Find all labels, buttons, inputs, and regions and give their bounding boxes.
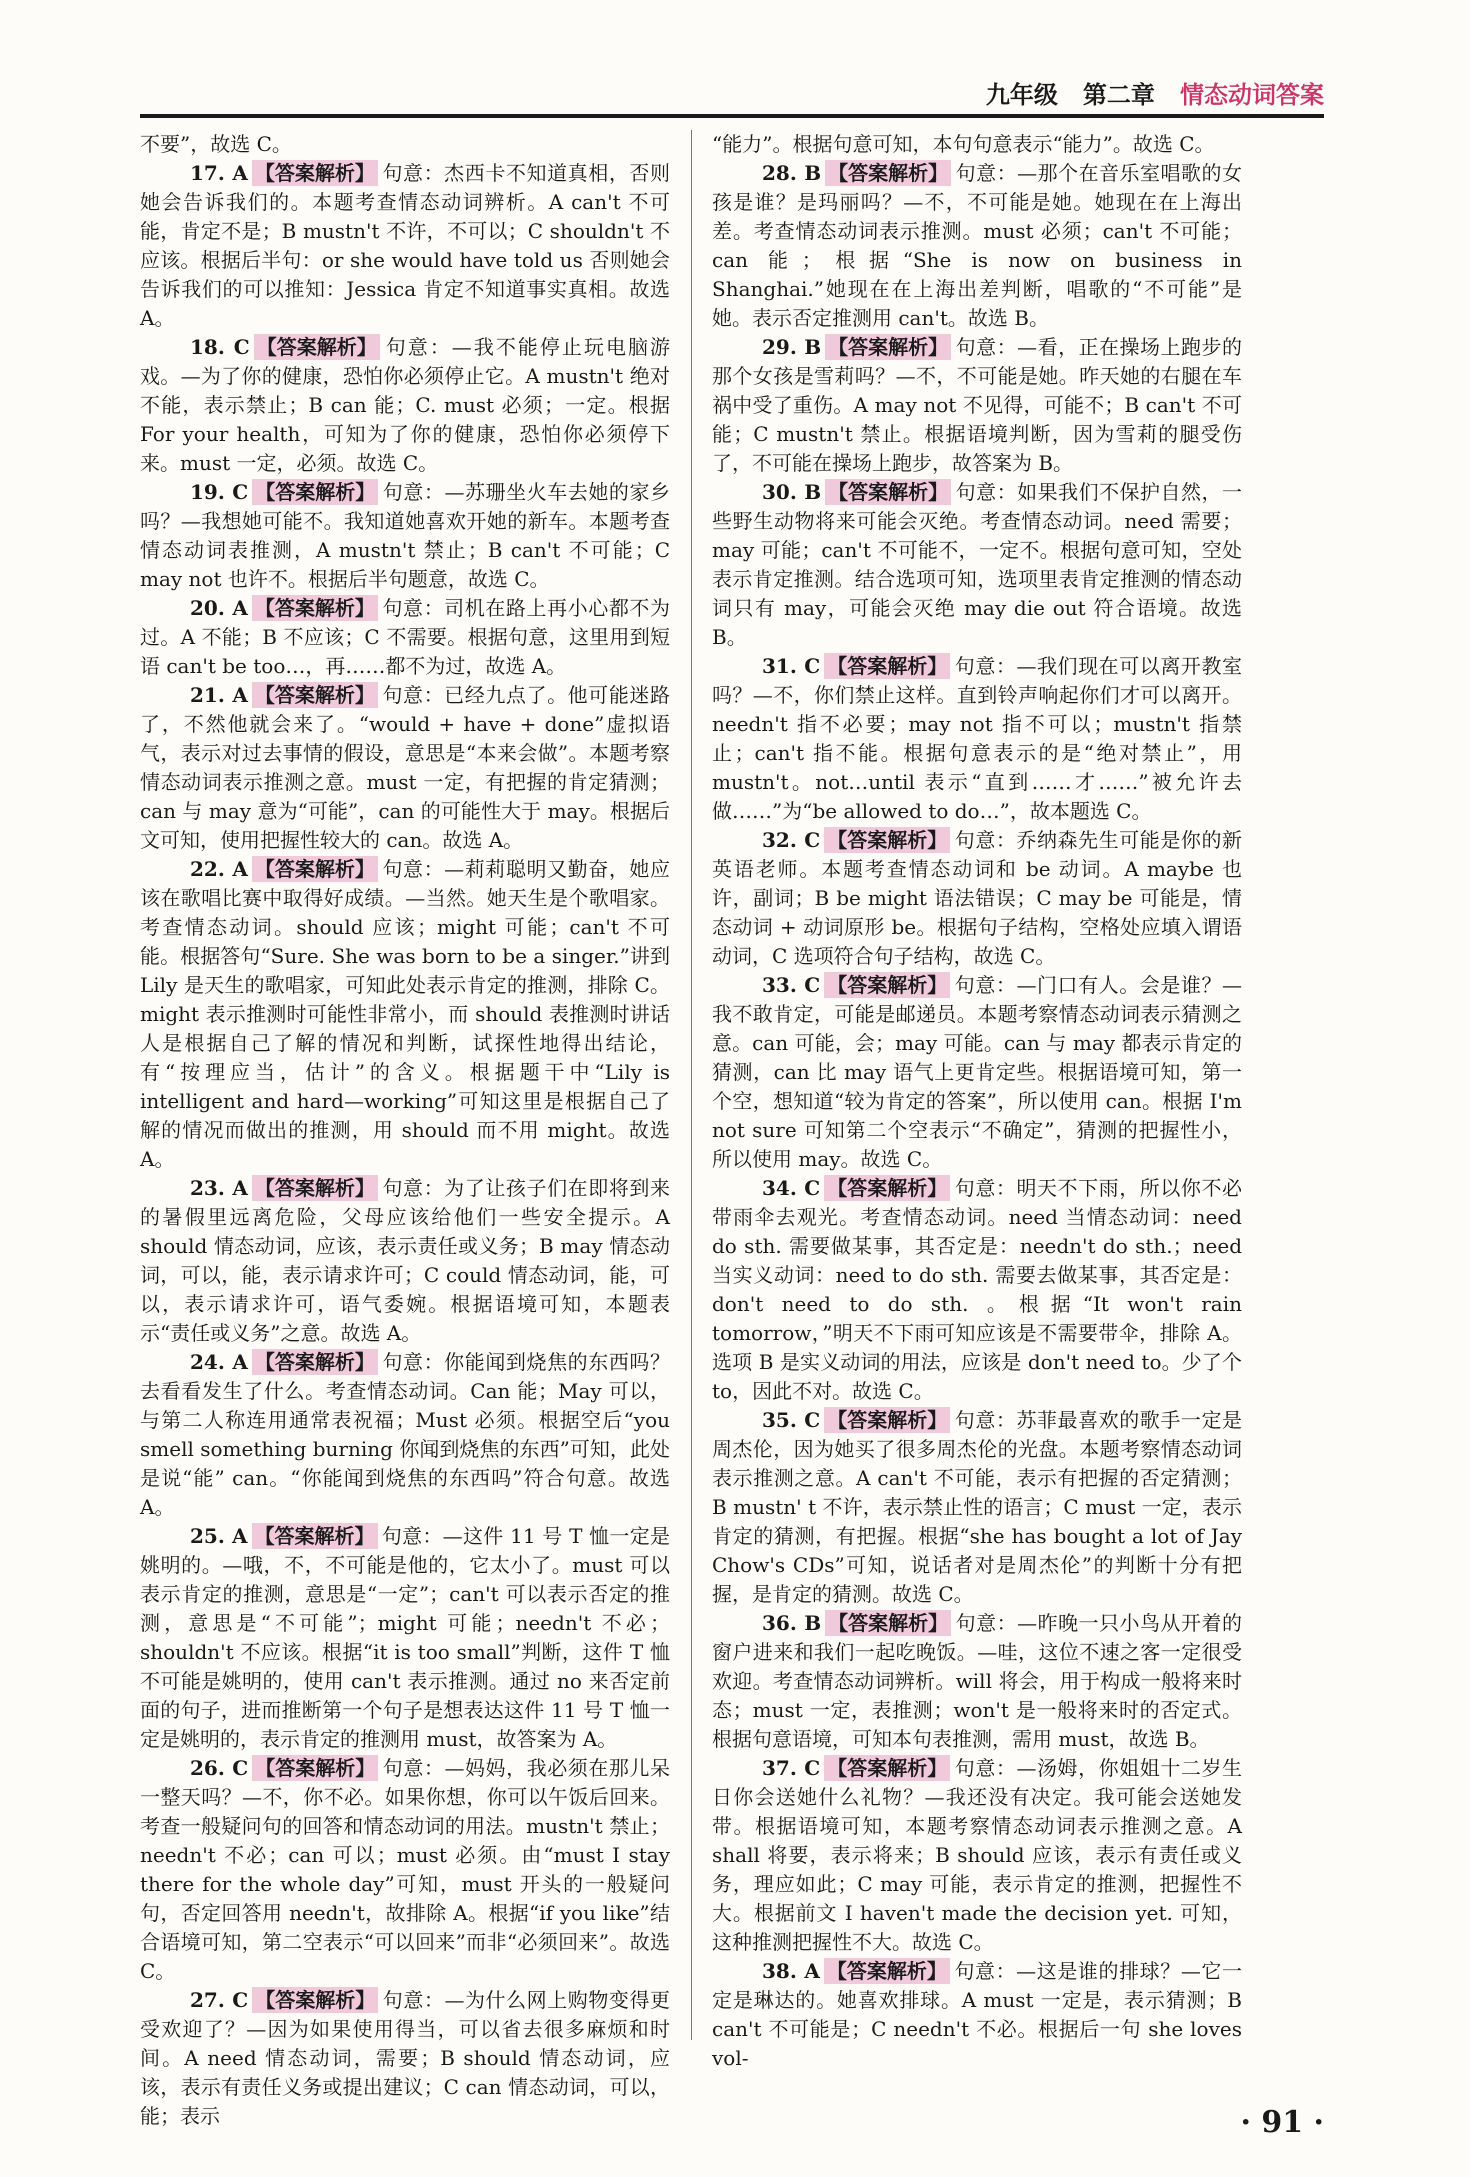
answer-item — [140, 478, 670, 594]
analysis-text: 句意：—莉莉聪明又勤奋，她应该在歌唱比赛中取得好成绩。—当然。她天生是个歌唱家。考查情态动词。should 应该；might 可能；can't 不可能。根据答句“Sure. She was born to be a singer.”讲到 Lily 是天生的歌唱家，可知此处表示肯定的推测，排除 C。might 表示推测时可能性非常小，而 should 表推测时讲话人是根据自己了解的情况和判断，试探性地得出结论，有“按理应当，估计”的含义。根据题干中“Lily is intelligent and hard—working”可知这里是根据自己了解的情况而做出的推测，用 should 而不用 might。故选 A。 — [140, 857, 670, 1171]
answer-item — [712, 1754, 1242, 1957]
answer-analysis-tag: 【答案解析】 — [252, 1349, 378, 1375]
answer-analysis-tag: 【答案解析】 — [824, 1407, 950, 1433]
question-number: 26. C — [190, 1756, 249, 1780]
question-number: 35. C — [762, 1408, 821, 1432]
question-number: 27. C — [190, 1988, 249, 2012]
answer-item — [712, 1174, 1242, 1406]
answer-analysis-tag: 【答案解析】 — [252, 1523, 378, 1549]
continued-text: 不要”，故选 C。 — [140, 132, 292, 156]
answer-analysis-tag: 【答案解析】 — [252, 479, 378, 505]
analysis-text: 句意：—我们现在可以离开教室吗？—不，你们禁止这样。直到铃声响起你们才可以离开。needn't 指不必要；may not 指不可以；mustn't 指禁止；can't 指不能。根据句意表示的是“绝对禁止”，用 mustn't。not…until 表示“直到……才……”被允许去做……”为“be allowed to do…”，故本题选 C。 — [712, 654, 1242, 823]
answer-analysis-tag: 【答案解析】 — [825, 479, 951, 505]
answer-item — [140, 855, 670, 1174]
analysis-text: 句意：—为什么网上购物变得更受欢迎了？—因为如果使用得当，可以省去很多麻烦和时间。A need 情态动词，需要；B should 情态动词，应该，表示有责任义务或提出建议；C can 情态动词，可以，能；表示 — [140, 1988, 670, 2128]
analysis-text: 句意：—这件 11 号 T 恤一定是姚明的。—哦，不，不可能是他的，它太小了。must 可以表示肯定的推测，意思是“一定”；can't 可以表示否定的推测，意思是“不可能”；might 可能；needn't 不必；shouldn't 不应该。根据“it is too small”判断，这件 T 恤不可能是姚明的，使用 can't 表示推测。通过 no 来否定前面的句子，进而推断第一个句子是想表达这件 11 号 T 恤一定是姚明的，表示肯定的推测用 must，故答案为 A。 — [140, 1524, 670, 1751]
question-number: 29. B — [762, 335, 822, 359]
answer-analysis-tag: 【答案解析】 — [252, 1987, 378, 2013]
analysis-text: 句意：—门口有人。会是谁？—我不敢肯定，可能是邮递员。本题考察情态动词表示猜测之意。can 可能，会；may 可能。can 与 may 都表示肯定的猜测，can 比 may 语气上更肯定些。根据语境可知，第一个空，想知道“较为肯定的答案”，所以使用 can。根据 I'm not sure 可知第二个空表示“不确定”，猜测的把握性小，所以使用 may。故选 C。 — [712, 973, 1242, 1171]
answer-analysis-tag: 【答案解析】 — [824, 1755, 950, 1781]
analysis-text: 句意：—看，正在操场上跑步的那个女孩是雪莉吗？—不，不可能是她。昨天她的右腿在车祸中受了重伤。A may not 不见得，可能不；B can't 不可能；C mustn't 禁止。根据语境判断，因为雪莉的腿受伤了，不可能在操场上跑步，故答案为 B。 — [712, 335, 1242, 475]
question-number: 21. A — [190, 683, 248, 707]
answer-item — [712, 652, 1242, 826]
answer-item — [712, 159, 1242, 333]
question-number: 17. A — [190, 161, 248, 185]
analysis-text: 句意：杰西卡不知道真相，否则她会告诉我们的。本题考查情态动词辨析。A can't 不可能，肯定不是；B mustn't 不许，不可以；C shouldn't 不应该。根据后半句：or she would have told us 否则她会告诉我们的可以推知：Jessica 肯定不知道事实真相。故选 A。 — [140, 161, 670, 330]
analysis-text: 句意：—那个在音乐室唱歌的女孩是谁？是玛丽吗？—不，不可能是她。她现在在上海出差。考查情态动词表示推测。must 必须；can't 不可能；can 能；根据“She is now on business in Shanghai.”她现在在上海出差判断，唱歌的“不可能”是她。表示否定推测用 can't。故选 B。 — [712, 161, 1242, 330]
analysis-text: 句意：司机在路上再小心都不为过。A 不能；B 不应该；C 不需要。根据句意，这里用到短语 can't be too…，再……都不为过，故选 A。 — [140, 596, 670, 678]
analysis-text: 句意：已经九点了。他可能迷路了，不然他就会来了。“would + have + done”虚拟语气，表示对过去事情的假设，意思是“本来会做”。本题考察情态动词表示推测之意。must 一定，有把握的肯定猜测；can 与 may 意为“可能”，can 的可能性大于 may。根据后文可知，使用把握性较大的 can。故选 A。 — [140, 683, 670, 852]
analysis-text: 句意：如果我们不保护自然，一些野生动物将来可能会灭绝。考查情态动词。need 需要；may 可能；can't 不可能不，一定不。根据句意可知，空处表示肯定推测。结合选项可知，选项里表肯定推测的情态动词只有 may，可能会灭绝 may die out 符合语境。故选 B。 — [712, 480, 1242, 649]
answer-analysis-tag: 【答案解析】 — [824, 653, 950, 679]
answer-analysis-tag: 【答案解析】 — [252, 682, 378, 708]
answer-item — [712, 478, 1242, 652]
answer-item — [712, 333, 1242, 478]
analysis-text: 句意：乔纳森先生可能是你的新英语老师。本题考查情态动词和 be 动词。A maybe 也许，副词；B be might 语法错误；C may be 可能是，情态动词 + 动词原形 be。根据句子结构，空格处应填入谓语动词，C 选项符合句子结构，故选 C。 — [712, 828, 1242, 968]
answer-item — [712, 971, 1242, 1174]
analysis-text: 句意：—苏珊坐火车去她的家乡吗？—我想她可能不。我知道她喜欢开她的新车。本题考查情态动词表推测，A mustn't 禁止；B can't 不可能；C may not 也许不。根据后半句题意，故选 C。 — [140, 480, 670, 591]
answer-item — [140, 1348, 670, 1522]
answer-analysis-tag: 【答案解析】 — [252, 856, 378, 882]
answer-analysis-tag: 【答案解析】 — [824, 1175, 950, 1201]
analysis-text: 句意：明天不下雨，所以你不必带雨伞去观光。考查情态动词。need 当情态动词：need do sth. 需要做某事，其否定是：needn't do sth.；need 当实义动词：need to do sth. 需要去做某事，其否定是：don't need to do sth. 。根据“It won't rain tomorrow，”明天不下雨可知应该是不需要带伞，排除 A。选项 B 是实义动词的用法，应该是 don't need to。少了个 to，因此不对。故选 C。 — [712, 1176, 1242, 1403]
answer-analysis-tag: 【答案解析】 — [252, 1175, 378, 1201]
question-number: 32. C — [762, 828, 821, 852]
question-number: 33. C — [762, 973, 821, 997]
answer-item — [140, 159, 670, 333]
answer-analysis-tag: 【答案解析】 — [824, 972, 950, 998]
column-divider — [691, 130, 692, 2040]
question-number: 20. A — [190, 596, 248, 620]
header-chapter: 第二章 — [1082, 80, 1155, 109]
answer-item — [140, 1754, 670, 1986]
analysis-text: 句意：苏菲最喜欢的歌手一定是周杰伦，因为她买了很多周杰伦的光盘。本题考察情态动词表示推测之意。A can't 不可能，表示有把握的否定猜测；B mustn' t 不许，表示禁止性的语言；C must 一定，表示肯定的猜测，有把握。根据“she has bought a lot of Jay Chow's CDs”可知，说话者对是周杰伦”的判断十分有把握，是肯定的猜测。故选 C。 — [712, 1408, 1242, 1606]
answer-analysis-tag: 【答案解析】 — [252, 595, 378, 621]
question-number: 22. A — [190, 857, 248, 881]
answer-analysis-tag: 【答案解析】 — [254, 334, 380, 360]
answer-item — [140, 1174, 670, 1348]
answer-item — [712, 1957, 1242, 2073]
question-number: 31. C — [762, 654, 821, 678]
answer-item — [140, 333, 670, 478]
answer-item — [712, 1609, 1242, 1754]
page-header — [940, 80, 1324, 110]
header-title: 情态动词答案 — [1180, 80, 1324, 109]
answer-analysis-tag: 【答案解析】 — [824, 827, 950, 853]
answer-analysis-tag: 【答案解析】 — [252, 1755, 378, 1781]
answer-analysis-tag: 【答案解析】 — [825, 334, 951, 360]
analysis-text: 句意：—我不能停止玩电脑游戏。—为了你的健康，恐怕你必须停止它。A mustn't 绝对不能，表示禁止；B can 能；C. must 必须；一定。根据 For your health，可知为了你的健康，恐怕你必须停下来。must 一定，必须。故选 C。 — [140, 335, 670, 475]
analysis-text: 句意：为了让孩子们在即将到来的暑假里远离危险，父母应该给他们一些安全提示。A should 情态动词，应该，表示责任或义务；B may 情态动词，可以，能，表示请求许可；C could 情态动词，能，可以，表示请求许可，语气委婉。根据语境可知，本题表示“责任或义务”之意。故选 A。 — [140, 1176, 670, 1345]
continued-text: “能力”。根据句意可知，本句句意表示“能力”。故选 C。 — [712, 132, 1215, 156]
question-number: 25. A — [190, 1524, 248, 1548]
answer-analysis-tag: 【答案解析】 — [252, 160, 378, 186]
analysis-text: 句意：—这是谁的排球？—它一定是琳达的。她喜欢排球。A must 一定是，表示猜测；B can't 不可能是；C needn't 不必。根据后一句 she loves vol- — [712, 1959, 1242, 2070]
right-column — [712, 130, 1242, 2073]
page-number: · 91 · — [1240, 2105, 1324, 2140]
answer-item — [140, 1986, 670, 2131]
answer-item — [712, 826, 1242, 971]
question-number: 28. B — [762, 161, 822, 185]
question-number: 38. A — [762, 1959, 820, 1983]
analysis-text: 句意：—妈妈，我必须在那儿呆一整天吗？—不，你不必。如果你想，你可以午饭后回来。考查一般疑问句的回答和情态动词的用法。mustn't 禁止；needn't 不必；can 可以；must 必须。由“must I stay there for the whole day”可知，must 开头的一般疑问句，否定回答用 needn't，故排除 A。根据“if you like”结合语境可知，第二空表示“可以回来”而非“必须回来”。故选 C。 — [140, 1756, 670, 1983]
analysis-text: 句意：—昨晚一只小鸟从开着的窗户进来和我们一起吃晚饭。—哇，这位不速之客一定很受欢迎。考查情态动词辨析。will 将会，用于构成一般将来时态；must 一定，表推测；won't 是一般将来时的否定式。根据句意语境，可知本句表推测，需用 must，故选 B。 — [712, 1611, 1242, 1751]
left-column — [140, 130, 670, 2131]
question-number: 36. B — [762, 1611, 822, 1635]
question-number: 37. C — [762, 1756, 821, 1780]
answer-item — [140, 681, 670, 855]
answer-analysis-tag: 【答案解析】 — [825, 160, 951, 186]
analysis-text: 句意：你能闻到烧焦的东西吗？去看看发生了什么。考查情态动词。Can 能；May 可以，与第二人称连用通常表祝福；Must 必须。根据空后“you smell something burning 你闻到烧焦的东西”可知，此处是说“能” can。“你能闻到烧焦的东西吗”符合句意。故选 A。 — [140, 1350, 670, 1519]
question-number: 24. A — [190, 1350, 248, 1374]
analysis-text: 句意：—汤姆，你姐姐十二岁生日你会送她什么礼物？—我还没有决定。我可能会送她发带。根据语境可知，本题考察情态动词表示推测之意。A shall 将要，表示将来；B should 应该，表示有责任或义务，理应如此；C may 可能，表示肯定的推测，把握性不大。根据前文 I haven't made the decision yet. 可知，这种推测把握性不大。故选 C。 — [712, 1756, 1242, 1954]
question-number: 34. C — [762, 1176, 821, 1200]
question-number: 19. C — [190, 480, 249, 504]
question-number: 23. A — [190, 1176, 248, 1200]
header-grade: 九年级 — [985, 80, 1058, 109]
answer-analysis-tag: 【答案解析】 — [824, 1958, 950, 1984]
question-number: 18. C — [190, 335, 250, 359]
header-rule — [140, 114, 1324, 118]
answer-item — [140, 594, 670, 681]
answer-item — [140, 1522, 670, 1754]
answer-analysis-tag: 【答案解析】 — [825, 1610, 951, 1636]
question-number: 30. B — [762, 480, 822, 504]
answer-item — [712, 1406, 1242, 1609]
